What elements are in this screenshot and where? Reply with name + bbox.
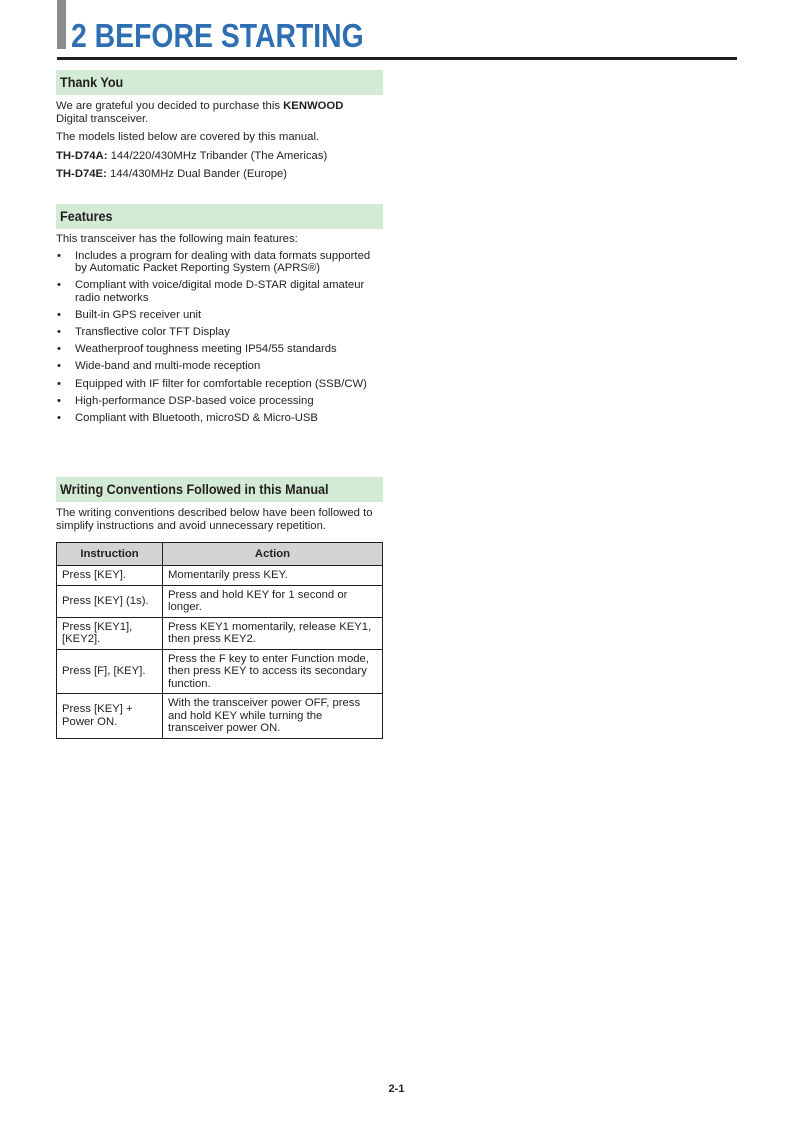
- conventions-intro: The writing conventions described below have been followed to simplify instructions and avoid unnecessary repetition.: [56, 507, 373, 532]
- action-cell: Press the F key to enter Function mode, then press KEY to access its secondary function.: [163, 649, 383, 694]
- list-item: • Equipped with IF filter for comfortable reception (SSB/CW): [57, 377, 367, 390]
- column-header-instruction: Instruction: [57, 543, 163, 566]
- conventions-table: [56, 542, 383, 739]
- table-row: [57, 694, 383, 739]
- instruction-cell: Press [KEY1], [KEY2].: [57, 617, 163, 649]
- conventions-section: [56, 477, 383, 739]
- list-item: • Built-in GPS receiver unit: [57, 308, 202, 321]
- table-row: [57, 649, 383, 694]
- features-intro: This transceiver has the following main features:: [56, 233, 298, 245]
- table-row: [57, 617, 383, 649]
- action-cell: With the transceiver power OFF, press and hold KEY while turning the transceiver power ON.: [163, 694, 383, 739]
- instruction-cell: Press [KEY] + Power ON.: [57, 694, 163, 739]
- model-line: TH-D74A: 144/220/430MHz Tribander (The Americas): [56, 149, 328, 162]
- section-heading-conventions: Writing Conventions Followed in this Manual: [56, 477, 383, 502]
- thank-you-intro: We are grateful you decided to purchase this KENWOOD Digital transceiver.: [56, 100, 344, 125]
- section-heading-features: Features: [56, 204, 383, 229]
- thank-you-section: [56, 70, 383, 181]
- table-row: [57, 566, 383, 586]
- model-line: TH-D74E: 144/430MHz Dual Bander (Europe): [56, 168, 288, 180]
- section-heading-thank-you: Thank You: [56, 70, 383, 95]
- chapter-rule: [57, 57, 737, 60]
- table-header-row: [57, 543, 383, 566]
- features-list: [56, 250, 383, 425]
- instruction-cell: Press [KEY] (1s).: [57, 585, 163, 617]
- action-cell: Momentarily press KEY.: [163, 566, 383, 586]
- list-item: • Compliant with Bluetooth, microSD & Micro-USB: [57, 412, 318, 424]
- list-item: • Includes a program for dealing with data formats supported by Automatic Packet Reporting System (APRS®): [57, 249, 371, 274]
- action-cell: Press and hold KEY for 1 second or longer.: [163, 585, 383, 617]
- brand-name: KENWOOD: [283, 100, 344, 112]
- models-line: The models listed below are covered by this manual.: [56, 131, 320, 143]
- list-item: • Compliant with voice/digital mode D-STAR digital amateur radio networks: [57, 279, 365, 304]
- table-row: [57, 585, 383, 617]
- action-cell: Press KEY1 momentarily, release KEY1, then press KEY2.: [163, 617, 383, 649]
- chapter-marker-bar: [57, 0, 66, 49]
- list-item: • High-performance DSP-based voice processing: [57, 394, 314, 407]
- page-number: 2-1: [388, 1083, 405, 1095]
- list-item: • Wide-band and multi-mode reception: [57, 360, 261, 373]
- list-item: • Weatherproof toughness meeting IP54/55 standards: [57, 343, 337, 356]
- features-section: [56, 204, 383, 429]
- instruction-cell: Press [KEY].: [57, 566, 163, 586]
- instruction-cell: Press [F], [KEY].: [57, 649, 163, 694]
- column-header-action: Action: [163, 543, 383, 566]
- chapter-title: 2 BEFORE STARTING: [71, 17, 364, 54]
- list-item: • Transflective color TFT Display: [57, 326, 230, 339]
